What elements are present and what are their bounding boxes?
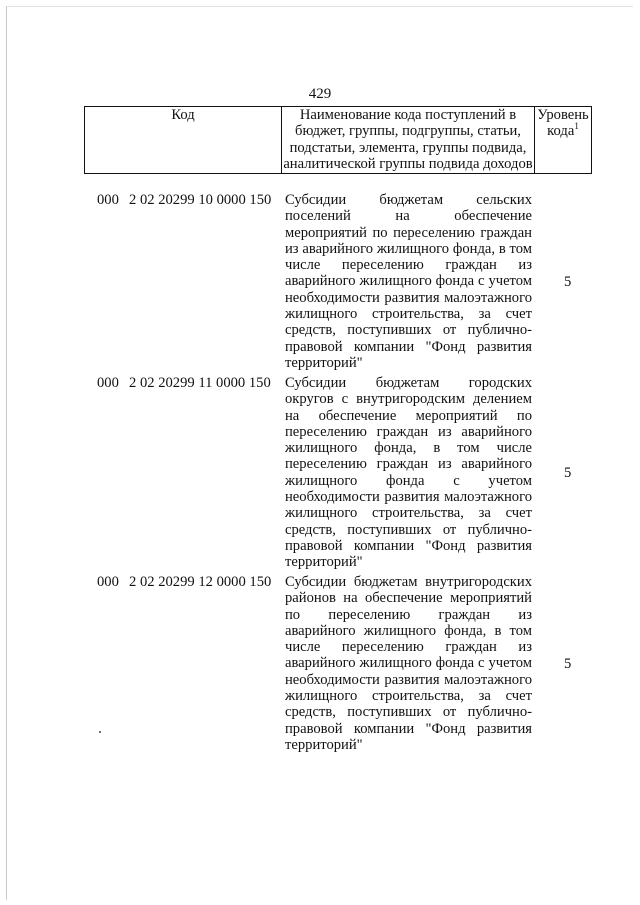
row-description: Субсидии бюджетам внутригородских районов на обеспечение мероприятий по переселению граждан из аварийного жилищного фонда, в том числе переселению граждан из аварийного жилищного фонда с учетом необходимости развития малоэтажного жилищного строительства, за счет средств, поступивших от публично-правовой компании "Фонд развития территорий" [285,574,532,753]
header-code-cell: Код [85,107,282,174]
header-level-footnote: 1 [574,121,579,132]
header-name-cell: Наименование кода поступлений в бюджет, группы, подгруппы, статьи, подстатьи, элемента, группы подвида, аналитической группы подвида доходов [283,107,533,172]
page-number: 429 [308,86,332,102]
header-level-cell [535,107,592,174]
row-income-code: 2 02 20299 10 0000 150 [129,192,272,208]
row-income-code: 2 02 20299 12 0000 150 [129,574,272,590]
row-admin-code: 000 [97,574,119,590]
row-admin-code: 000 [97,192,119,208]
row-level: 5 [564,274,572,290]
row-level: 5 [564,656,572,672]
header-level-label: Уровень кода [537,107,589,140]
row-admin-code: 000 [97,375,119,391]
table-header [84,106,592,174]
row-income-code: 2 02 20299 11 0000 150 [129,375,271,391]
scan-speck [99,731,101,733]
row-description: Субсидии бюджетам городских округов с внутригородским делением на обеспечение мероприятий по переселению граждан из аварийного жилищного фонда, в том числе переселению граждан из аварийного жилищного фонда с учетом необходимости развития малоэтажного жилищного строительства, за счет средств, поступивших от публично-правовой компании "Фонд развития территорий" [285,375,532,571]
row-description: Субсидии бюджетам сельских поселений на обеспечение мероприятий по переселению граждан из аварийного жилищного фонда, в том числе переселению граждан из аварийного жилищного фонда с учетом необходимости развития малоэтажного жилищного строительства, за счет средств, поступивших от публично-правовой компании "Фонд развития территорий" [285,192,532,371]
row-level: 5 [564,465,572,481]
